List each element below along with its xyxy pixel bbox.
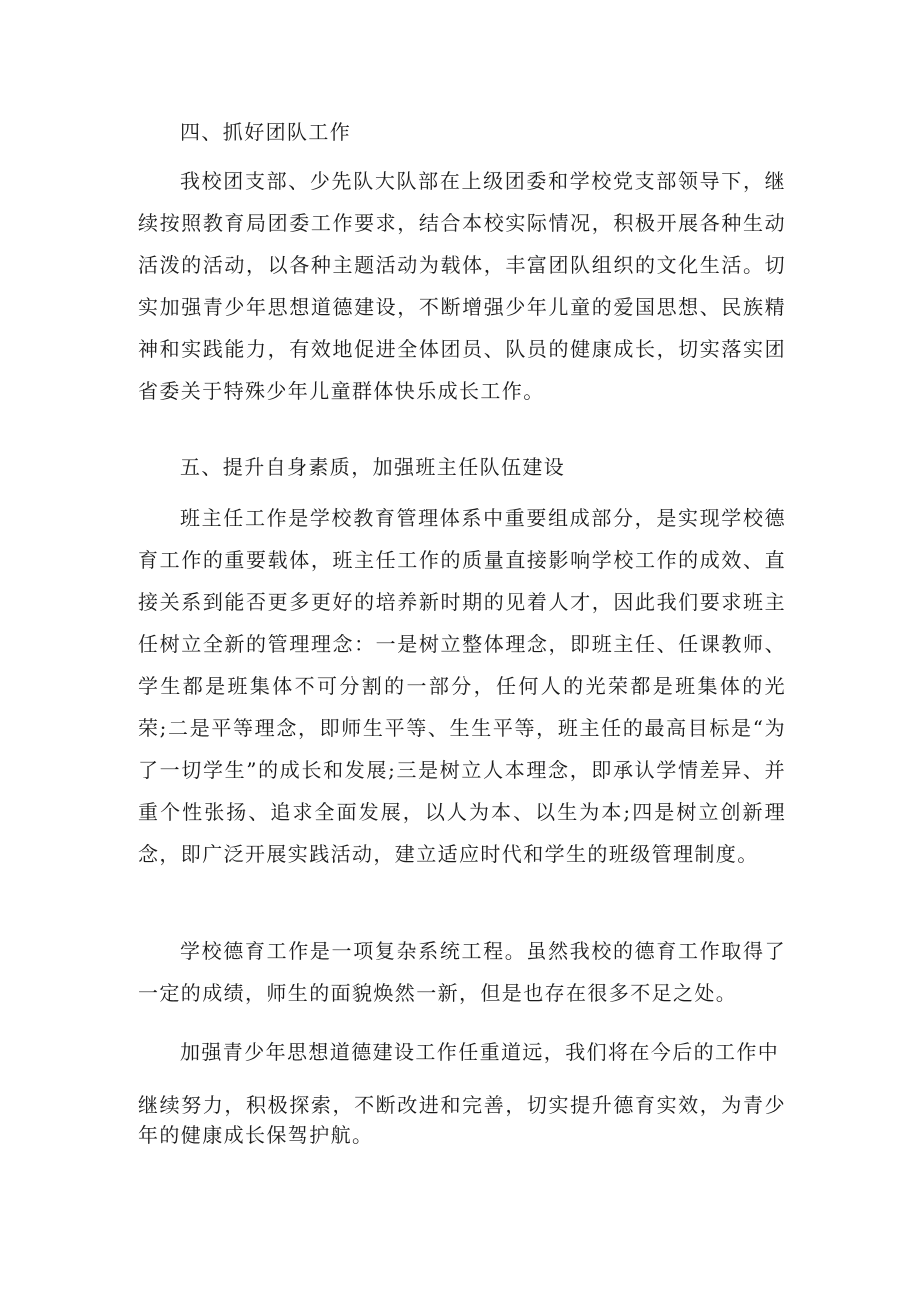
section-heading-5: 五、提升自身素质，加强班主任队伍建设	[180, 455, 566, 479]
section-body-5: 班主任工作是学校教育管理体系中重要组成部分，是实现学校德育工作的重要载体，班主任工作的质量直接影响学校工作的成效、直接关系到能否更多更好的培养新时期的见着人才，因此我们要求班主任树立全新的管理理念：一是树立整体理念，即班主任、任课教师、学生都是班集体不可分割的一部分，任何人的光荣都是班集体的光荣;二是平等理念，即师生平等、生生平等，班主任的最高目标是“为了一切学生”的成长和发展;三是树立人本理念，即承认学情差异、并重个性张扬、追求全面发展，以人为本、以生为本;四是树立创新理念，即广泛开展实践活动，建立适应时代和学生的班级管理制度。	[138, 506, 786, 866]
closing-line-2: 继续努力，积极探索，不断改进和完善，切实提升德育实效，为青少年的健康成长保驾护航。	[138, 1093, 786, 1147]
section-body-4: 我校团支部、少先队大队部在上级团委和学校党支部领导下，继续按照教育局团委工作要求，结合本校实际情况，积极开展各种生动活泼的活动，以各种主题活动为载体，丰富团队组织的文化生活。切实加强青少年思想道德建设，不断增强少年儿童的爱国思想、民族精神和实践能力，有效地促进全体团员、队员的健康成长，切实落实团省委关于特殊少年儿童群体快乐成长工作。	[138, 169, 786, 403]
closing-line-1: 加强青少年思想道德建设工作任重道远，我们将在今后的工作中	[180, 1040, 780, 1064]
section-heading-4: 四、抓好团队工作	[180, 120, 352, 144]
conclusion-paragraph: 学校德育工作是一项复杂系统工程。虽然我校的德育工作取得了一定的成绩，师生的面貌焕然一新，但是也存在很多不足之处。	[138, 939, 786, 1005]
